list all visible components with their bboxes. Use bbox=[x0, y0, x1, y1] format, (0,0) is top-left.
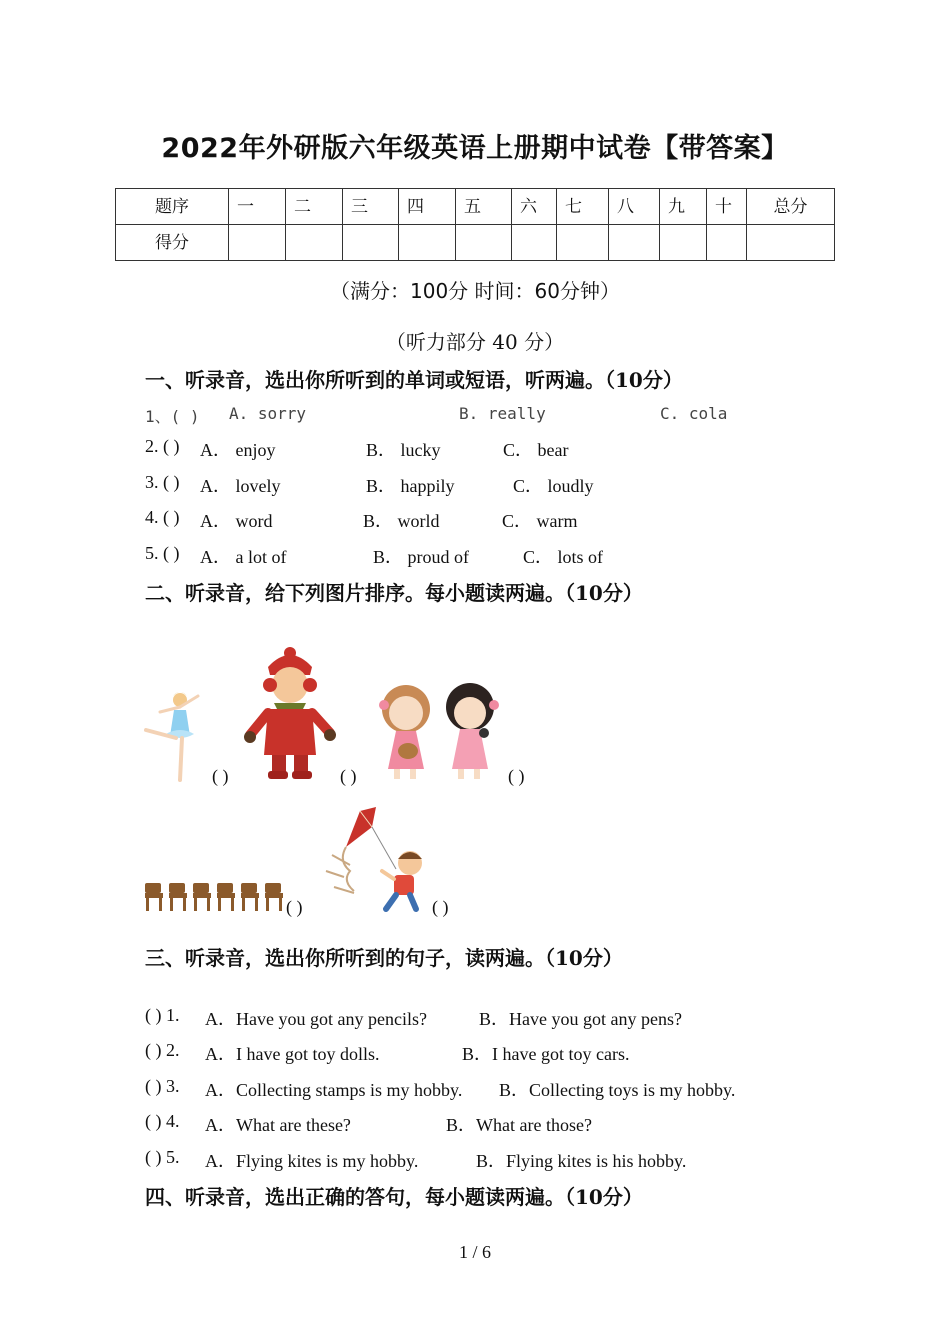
option-a[interactable]: A． a lot of bbox=[200, 547, 287, 567]
header-cell: 三 bbox=[343, 189, 399, 225]
score-cell[interactable] bbox=[660, 225, 707, 261]
score-cell[interactable] bbox=[399, 225, 456, 261]
chairs-picture bbox=[143, 881, 285, 913]
option-c[interactable]: C． loudly bbox=[513, 476, 594, 496]
option-b[interactable]: B．What are those? bbox=[446, 1115, 592, 1135]
question-number: 2. ( ) bbox=[145, 436, 180, 456]
sentence-question-4 bbox=[145, 1111, 845, 1135]
question-number: 4. ( ) bbox=[145, 507, 180, 527]
score-cell[interactable] bbox=[707, 225, 747, 261]
option-a[interactable]: A．Have you got any pencils? bbox=[205, 1009, 427, 1029]
header-cell: 五 bbox=[456, 189, 512, 225]
score-row-label: 得分 bbox=[116, 225, 229, 261]
exam-info: （满分：100分 时间：60分钟） bbox=[330, 279, 620, 303]
option-a[interactable]: A． word bbox=[200, 511, 273, 531]
option-c[interactable]: C． lots of bbox=[523, 547, 604, 567]
score-table-score-row bbox=[116, 225, 835, 261]
section2-heading: 二、听录音，给下列图片排序。每小题读两遍。（10分） bbox=[145, 581, 643, 605]
answer-blank[interactable]: ( ) bbox=[508, 766, 525, 786]
ballerina-picture bbox=[140, 686, 208, 784]
option-a[interactable]: A．I have got toy dolls. bbox=[205, 1044, 380, 1064]
section1-heading: 一、听录音，选出你所听到的单词或短语，听两遍。（10分） bbox=[145, 368, 683, 392]
question-number: 1、( ) bbox=[145, 407, 200, 426]
section3-heading: 三、听录音，选出你所听到的句子，读两遍。（10分） bbox=[145, 946, 623, 970]
sentence-question-3 bbox=[145, 1076, 845, 1100]
listening-part-label: （听力部分 40 分） bbox=[385, 330, 565, 354]
option-b[interactable]: B． lucky bbox=[366, 440, 441, 460]
header-cell: 二 bbox=[286, 189, 343, 225]
option-b[interactable]: B．Collecting toys is my hobby. bbox=[499, 1080, 736, 1100]
page-number: 1 / 6 bbox=[458, 1242, 491, 1262]
kite-boy-picture bbox=[320, 805, 430, 915]
score-cell[interactable] bbox=[229, 225, 286, 261]
question-number: ( ) 2. bbox=[145, 1040, 180, 1060]
answer-blank[interactable]: ( ) bbox=[340, 766, 357, 786]
option-a[interactable]: A．Collecting stamps is my hobby. bbox=[205, 1080, 463, 1100]
score-cell[interactable] bbox=[747, 225, 835, 261]
score-table bbox=[115, 188, 835, 261]
option-b[interactable]: B．Flying kites is his hobby. bbox=[476, 1151, 687, 1171]
score-table-header-row bbox=[116, 189, 835, 225]
header-cell: 八 bbox=[609, 189, 660, 225]
question-number: ( ) 3. bbox=[145, 1076, 180, 1096]
option-c[interactable]: C． warm bbox=[502, 511, 578, 531]
option-b[interactable]: B． happily bbox=[366, 476, 455, 496]
header-cell: 九 bbox=[660, 189, 707, 225]
winter-boy-picture bbox=[244, 645, 336, 783]
question-number: ( ) 4. bbox=[145, 1111, 180, 1131]
option-a[interactable]: A． lovely bbox=[200, 476, 281, 496]
header-cell: 题序 bbox=[116, 189, 229, 225]
header-cell: 总分 bbox=[747, 189, 835, 225]
header-cell: 一 bbox=[229, 189, 286, 225]
score-cell[interactable] bbox=[286, 225, 343, 261]
option-b[interactable]: B． proud of bbox=[373, 547, 469, 567]
option-c[interactable]: C． bear bbox=[503, 440, 569, 460]
page-title: 2022年外研版六年级英语上册期中试卷【带答案】 bbox=[161, 133, 789, 164]
option-a[interactable]: A． enjoy bbox=[200, 440, 276, 460]
section4-heading: 四、听录音，选出正确的答句，每小题读两遍。（10分） bbox=[145, 1185, 643, 1209]
option-b[interactable]: B．Have you got any pens? bbox=[479, 1009, 682, 1029]
option-c[interactable]: C. cola bbox=[660, 404, 728, 423]
question-5 bbox=[145, 543, 845, 567]
answer-blank[interactable]: ( ) bbox=[286, 897, 303, 917]
option-b[interactable]: B. really bbox=[459, 404, 546, 423]
question-number: ( ) 5. bbox=[145, 1147, 180, 1167]
header-cell: 七 bbox=[557, 189, 609, 225]
option-b[interactable]: B． world bbox=[363, 511, 440, 531]
header-cell: 四 bbox=[399, 189, 456, 225]
score-cell[interactable] bbox=[456, 225, 512, 261]
option-b[interactable]: B．I have got toy cars. bbox=[462, 1044, 630, 1064]
question-1 bbox=[145, 404, 845, 426]
sentence-question-5 bbox=[145, 1147, 845, 1171]
header-cell: 六 bbox=[512, 189, 557, 225]
option-a[interactable]: A．What are these? bbox=[205, 1115, 351, 1135]
option-a[interactable]: A．Flying kites is my hobby. bbox=[205, 1151, 419, 1171]
score-cell[interactable] bbox=[557, 225, 609, 261]
singing-girls-picture bbox=[374, 683, 504, 783]
question-number: ( ) 1. bbox=[145, 1005, 180, 1025]
score-cell[interactable] bbox=[343, 225, 399, 261]
score-cell[interactable] bbox=[609, 225, 660, 261]
sentence-question-1 bbox=[145, 1005, 845, 1029]
question-number: 3. ( ) bbox=[145, 472, 180, 492]
question-2 bbox=[145, 436, 845, 460]
option-a[interactable]: A. sorry bbox=[229, 404, 307, 423]
header-cell: 十 bbox=[707, 189, 747, 225]
answer-blank[interactable]: ( ) bbox=[212, 766, 229, 786]
sentence-question-2 bbox=[145, 1040, 845, 1064]
score-cell[interactable] bbox=[512, 225, 557, 261]
question-4 bbox=[145, 507, 845, 531]
question-number: 5. ( ) bbox=[145, 543, 180, 563]
answer-blank[interactable]: ( ) bbox=[432, 897, 449, 917]
question-3 bbox=[145, 472, 845, 496]
